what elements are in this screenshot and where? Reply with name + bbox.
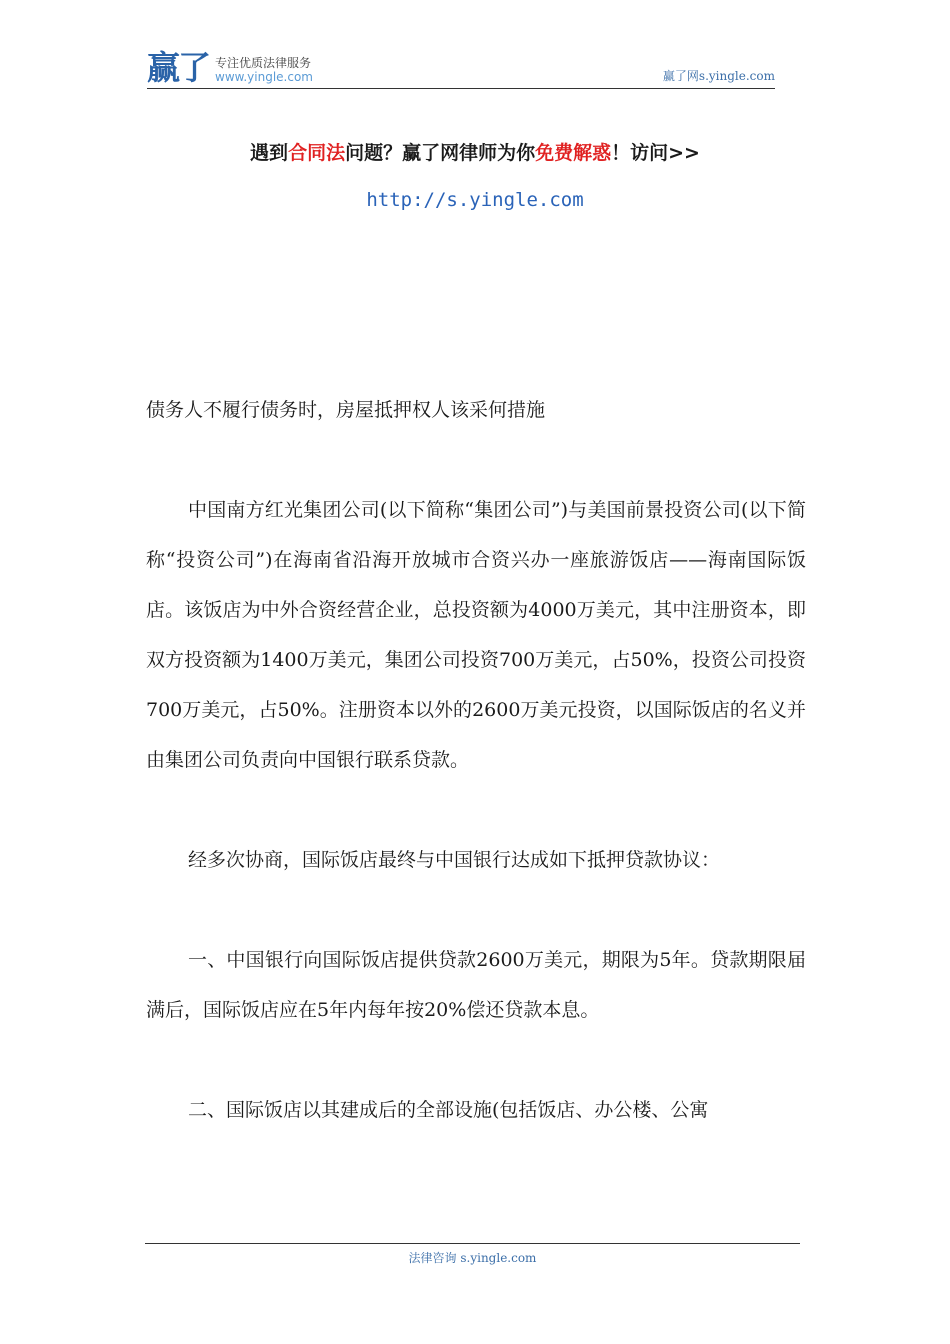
promo-text-1: 遇到 (250, 142, 289, 164)
promo-text-2: 问题？赢了网律师为你 (345, 142, 536, 164)
logo-url: www.yingle.com (215, 70, 313, 84)
site-logo[interactable] (147, 50, 313, 86)
footer-link[interactable]: 法律咨询 s.yingle.com (408, 1251, 537, 1265)
article-paragraph: 经多次协商，国际饭店最终与中国银行达成如下抵押贷款协议： (188, 849, 721, 871)
promo-highlight-free: 免费解惑 (535, 142, 612, 164)
logo-text (215, 56, 313, 86)
promo-text-3: ！访问>> (611, 142, 700, 164)
article-paragraph: 中国南方红光集团公司(以下简称“集团公司”)与美国前景投资公司(以下简称“投资公司”)在海南省沿海开放城市合资兴办一座旅游饭店——海南国际饭店。该饭店为中外合资经营企业，总投资额为4000万美元，其中注册资本，即双方投资额为1400万美元，集团公司投资700万美元，占50%，投资公司投资700万美元，占50%。注册资本以外的2600万美元投资，以国际饭店的名义并由集团公司负责向中国银行联系贷款。 (146, 499, 806, 771)
page-footer (145, 1243, 800, 1266)
logo-mark: 赢了 (147, 48, 209, 87)
article-paragraph: 一、中国银行向国际饭店提供贷款2600万美元，期限为5年。贷款期限届满后，国际饭店应在5年内每年按20%偿还贷款本息。 (146, 949, 806, 1021)
header-site-link[interactable]: 赢了网s.yingle.com (662, 69, 775, 83)
promo-banner (0, 138, 950, 165)
promo-highlight-contract-law: 合同法 (288, 142, 346, 164)
article-title: 债务人不履行债务时，房屋抵押权人该采何措施 (146, 399, 546, 421)
promo-url-link[interactable]: http://s.yingle.com (366, 189, 584, 211)
logo-slogan: 专注优质法律服务 (215, 56, 312, 70)
page-header (147, 50, 775, 89)
article-body (146, 385, 806, 1135)
article-paragraph: 二、国际饭店以其建成后的全部设施(包括饭店、办公楼、公寓 (188, 1099, 709, 1121)
